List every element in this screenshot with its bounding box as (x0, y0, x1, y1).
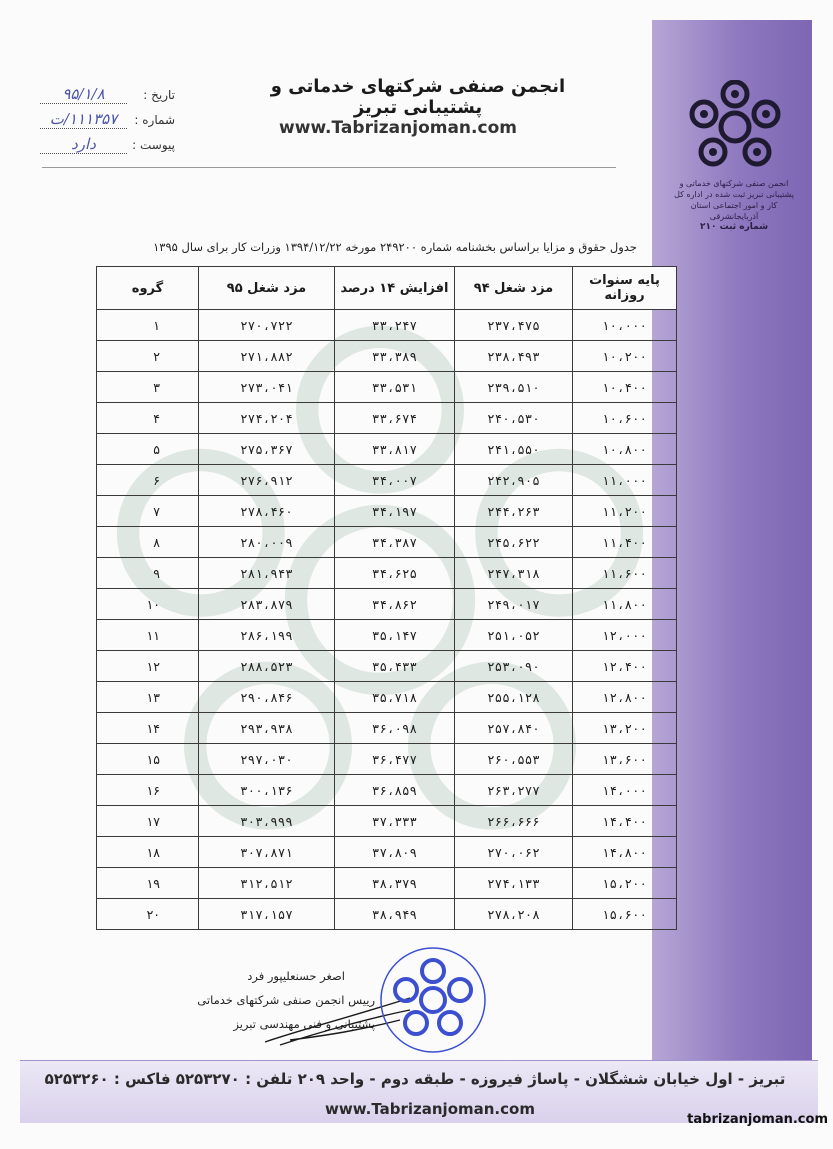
table-row (97, 558, 677, 589)
cell-wage-95: ۳۱۷،۱۵۷ (199, 899, 335, 930)
cell-wage-95: ۲۸۸،۵۲۳ (199, 651, 335, 682)
footer-address: تبریز - اول خیابان ششگلان - پاساژ فیروزه - طبقه دوم - واحد ۲۰۹ تلفن : ۵۲۵۳۲۷۰ فاکس : ۵۲۵۳۲۶۰ (44, 1070, 786, 1088)
cell-group: ۶ (97, 465, 199, 496)
cell-group: ۳ (97, 372, 199, 403)
header-group: گروه (97, 267, 199, 310)
cell-base-seniority: ۱۰،۲۰۰ (573, 341, 677, 372)
number-value: ۱۱۱۳۵۷/ت (40, 111, 127, 129)
table-row (97, 527, 677, 558)
cell-wage-95: ۳۱۲،۵۱۲ (199, 868, 335, 899)
registration-number: شماره ثبت ۲۱۰ (699, 222, 769, 232)
cell-base-seniority: ۱۱،۴۰۰ (573, 527, 677, 558)
cell-wage-95: ۲۷۳،۰۴۱ (199, 372, 335, 403)
meta-date-row (40, 82, 175, 107)
cell-group: ۱۶ (97, 775, 199, 806)
cell-group: ۱۱ (97, 620, 199, 651)
cell-wage-94: ۲۶۶،۶۶۶ (455, 806, 573, 837)
cell-increase-14: ۳۶،۰۹۸ (335, 713, 455, 744)
signer-title-line1: رییس انجمن صنفی شرکتهای خدماتی (197, 993, 375, 1007)
cell-wage-94: ۲۴۵،۶۲۲ (455, 527, 573, 558)
footer-website: www.Tabrizanjoman.com (325, 1100, 535, 1118)
cell-base-seniority: ۱۲،۰۰۰ (573, 620, 677, 651)
cell-base-seniority: ۱۵،۲۰۰ (573, 868, 677, 899)
cell-increase-14: ۳۴،۱۹۷ (335, 496, 455, 527)
cell-wage-95: ۳۰۰،۱۳۶ (199, 775, 335, 806)
cell-wage-95: ۳۰۳،۹۹۹ (199, 806, 335, 837)
cell-group: ۱۴ (97, 713, 199, 744)
cell-wage-94: ۲۷۸،۲۰۸ (455, 899, 573, 930)
cell-increase-14: ۳۳،۳۸۹ (335, 341, 455, 372)
cell-wage-94: ۲۴۷،۳۱۸ (455, 558, 573, 589)
table-row (97, 713, 677, 744)
cell-base-seniority: ۱۴،۴۰۰ (573, 806, 677, 837)
table-header-row (97, 267, 677, 310)
cell-increase-14: ۳۷،۸۰۹ (335, 837, 455, 868)
cell-increase-14: ۳۵،۷۱۸ (335, 682, 455, 713)
table-row (97, 899, 677, 930)
table-row (97, 682, 677, 713)
cell-increase-14: ۳۴،۳۸۷ (335, 527, 455, 558)
cell-increase-14: ۳۴،۶۲۵ (335, 558, 455, 589)
corner-watermark-website: tabrizanjoman.com (687, 1112, 828, 1127)
table-row (97, 775, 677, 806)
cell-group: ۱۲ (97, 651, 199, 682)
cell-group: ۱۹ (97, 868, 199, 899)
cell-wage-94: ۲۵۱،۰۵۲ (455, 620, 573, 651)
header-increase-14: افزایش ۱۴ درصد (335, 267, 455, 310)
cell-base-seniority: ۱۰،۴۰۰ (573, 372, 677, 403)
cell-wage-95: ۲۸۱،۹۴۳ (199, 558, 335, 589)
cell-wage-95: ۲۹۳،۹۳۸ (199, 713, 335, 744)
cell-increase-14: ۳۴،۸۶۲ (335, 589, 455, 620)
cell-increase-14: ۳۵،۱۴۷ (335, 620, 455, 651)
date-label: تاریخ : (143, 87, 175, 102)
cell-wage-95: ۲۸۰،۰۰۹ (199, 527, 335, 558)
cell-group: ۱ (97, 310, 199, 341)
cell-increase-14: ۳۷،۳۳۳ (335, 806, 455, 837)
cell-wage-94: ۲۴۹،۰۱۷ (455, 589, 573, 620)
cell-wage-94: ۲۴۰،۵۳۰ (455, 403, 573, 434)
cell-increase-14: ۳۳،۵۳۱ (335, 372, 455, 403)
association-logo (685, 80, 785, 180)
cell-base-seniority: ۱۰،۶۰۰ (573, 403, 677, 434)
cell-increase-14: ۳۳،۲۴۷ (335, 310, 455, 341)
cell-group: ۱۵ (97, 744, 199, 775)
salary-table-container (96, 266, 676, 930)
letter-meta (40, 82, 175, 157)
cell-wage-94: ۲۴۴،۲۶۳ (455, 496, 573, 527)
cell-base-seniority: ۱۵،۶۰۰ (573, 899, 677, 930)
cell-wage-94: ۲۳۷،۴۷۵ (455, 310, 573, 341)
table-row (97, 310, 677, 341)
cell-wage-95: ۲۸۶،۱۹۹ (199, 620, 335, 651)
cell-wage-94: ۲۷۰،۰۶۲ (455, 837, 573, 868)
cell-wage-95: ۲۷۱،۸۸۲ (199, 341, 335, 372)
cell-wage-95: ۲۷۸،۴۶۰ (199, 496, 335, 527)
table-row (97, 744, 677, 775)
cell-group: ۱۸ (97, 837, 199, 868)
cell-group: ۸ (97, 527, 199, 558)
table-row (97, 434, 677, 465)
table-row (97, 651, 677, 682)
cell-wage-95: ۲۷۵،۳۶۷ (199, 434, 335, 465)
cell-wage-94: ۲۵۵،۱۲۸ (455, 682, 573, 713)
organization-title: انجمن صنفی شرکتهای خدماتی و پشتیبانی تبریز (270, 76, 566, 118)
logo-caption (668, 178, 800, 233)
cell-wage-94: ۲۳۹،۵۱۰ (455, 372, 573, 403)
cell-base-seniority: ۱۲،۸۰۰ (573, 682, 677, 713)
cell-wage-95: ۲۷۶،۹۱۲ (199, 465, 335, 496)
cell-increase-14: ۳۶،۸۵۹ (335, 775, 455, 806)
cell-base-seniority: ۱۱،۶۰۰ (573, 558, 677, 589)
cell-group: ۲۰ (97, 899, 199, 930)
header-wage-94: مزد شغل ۹۴ (455, 267, 573, 310)
cell-wage-95: ۲۹۰،۸۴۶ (199, 682, 335, 713)
cell-base-seniority: ۱۴،۰۰۰ (573, 775, 677, 806)
table-row (97, 589, 677, 620)
table-row (97, 868, 677, 899)
cell-increase-14: ۳۳،۶۷۴ (335, 403, 455, 434)
cell-base-seniority: ۱۲،۴۰۰ (573, 651, 677, 682)
table-row (97, 403, 677, 434)
cell-wage-94: ۲۴۲،۹۰۵ (455, 465, 573, 496)
signer-name: اصغر حسنعلیپور فرد (247, 969, 345, 983)
table-row (97, 341, 677, 372)
cell-wage-94: ۲۵۷،۸۴۰ (455, 713, 573, 744)
logo-caption-text: انجمن صنفی شرکتهای خدماتی و پشتیبانی تبریز ثبت شده در اداره کل کار و امور اجتماعی استان آذربایجانشرقی (674, 179, 794, 221)
date-value: ۹۵/۱/۸ (40, 86, 127, 104)
cell-increase-14: ۳۸،۹۴۹ (335, 899, 455, 930)
header-divider (42, 167, 616, 168)
meta-number-row (40, 107, 175, 132)
cell-wage-94: ۲۶۰،۵۵۳ (455, 744, 573, 775)
cell-base-seniority: ۱۱،۸۰۰ (573, 589, 677, 620)
cell-increase-14: ۳۶،۴۷۷ (335, 744, 455, 775)
cell-group: ۱۰ (97, 589, 199, 620)
cell-base-seniority: ۱۰،۸۰۰ (573, 434, 677, 465)
table-row (97, 372, 677, 403)
official-stamp (378, 945, 488, 1055)
cell-group: ۱۷ (97, 806, 199, 837)
cell-base-seniority: ۱۱،۲۰۰ (573, 496, 677, 527)
cell-group: ۱۳ (97, 682, 199, 713)
cell-base-seniority: ۱۴،۸۰۰ (573, 837, 677, 868)
cell-group: ۲ (97, 341, 199, 372)
cell-increase-14: ۳۵،۴۳۳ (335, 651, 455, 682)
cell-base-seniority: ۱۰،۰۰۰ (573, 310, 677, 341)
cell-increase-14: ۳۸،۳۷۹ (335, 868, 455, 899)
salary-table (96, 266, 677, 930)
cell-wage-94: ۲۷۴،۱۳۳ (455, 868, 573, 899)
cell-group: ۴ (97, 403, 199, 434)
attachment-value: دارد (40, 136, 127, 154)
signer-title-line2: پشتیبانی و فنی مهندسی تبریز (233, 1017, 375, 1031)
cell-wage-95: ۲۹۷،۰۳۰ (199, 744, 335, 775)
table-body (97, 310, 677, 930)
table-row (97, 620, 677, 651)
table-row (97, 837, 677, 868)
cell-increase-14: ۳۳،۸۱۷ (335, 434, 455, 465)
cell-base-seniority: ۱۱،۰۰۰ (573, 465, 677, 496)
cell-base-seniority: ۱۳،۶۰۰ (573, 744, 677, 775)
cell-wage-95: ۲۸۳،۸۷۹ (199, 589, 335, 620)
cell-wage-94: ۲۳۸،۴۹۳ (455, 341, 573, 372)
cell-wage-94: ۲۶۳،۲۷۷ (455, 775, 573, 806)
cell-wage-94: ۲۴۱،۵۵۰ (455, 434, 573, 465)
table-row (97, 496, 677, 527)
cell-wage-95: ۲۷۰،۷۲۲ (199, 310, 335, 341)
meta-attachment-row (40, 132, 175, 157)
attachment-label: پیوست : (132, 137, 175, 152)
header-base-seniority: پایه سنوات روزانه (573, 267, 677, 310)
table-caption: جدول حقوق و مزایا براساس بخشنامه شماره ۲۴۹۲۰۰ مورخه ۱۳۹۴/۱۲/۲۲ وزرات کار برای سال ۱۳۹۵ (153, 240, 637, 254)
cell-group: ۵ (97, 434, 199, 465)
cell-group: ۹ (97, 558, 199, 589)
cell-base-seniority: ۱۳،۲۰۰ (573, 713, 677, 744)
cell-wage-95: ۲۷۴،۲۰۴ (199, 403, 335, 434)
table-row (97, 806, 677, 837)
table-row (97, 465, 677, 496)
cell-group: ۷ (97, 496, 199, 527)
cell-increase-14: ۳۴،۰۰۷ (335, 465, 455, 496)
header-website: www.Tabrizanjoman.com (279, 118, 517, 138)
cell-wage-94: ۲۵۳،۰۹۰ (455, 651, 573, 682)
number-label: شماره : (134, 112, 175, 127)
header-wage-95: مزد شغل ۹۵ (199, 267, 335, 310)
cell-wage-95: ۳۰۷،۸۷۱ (199, 837, 335, 868)
